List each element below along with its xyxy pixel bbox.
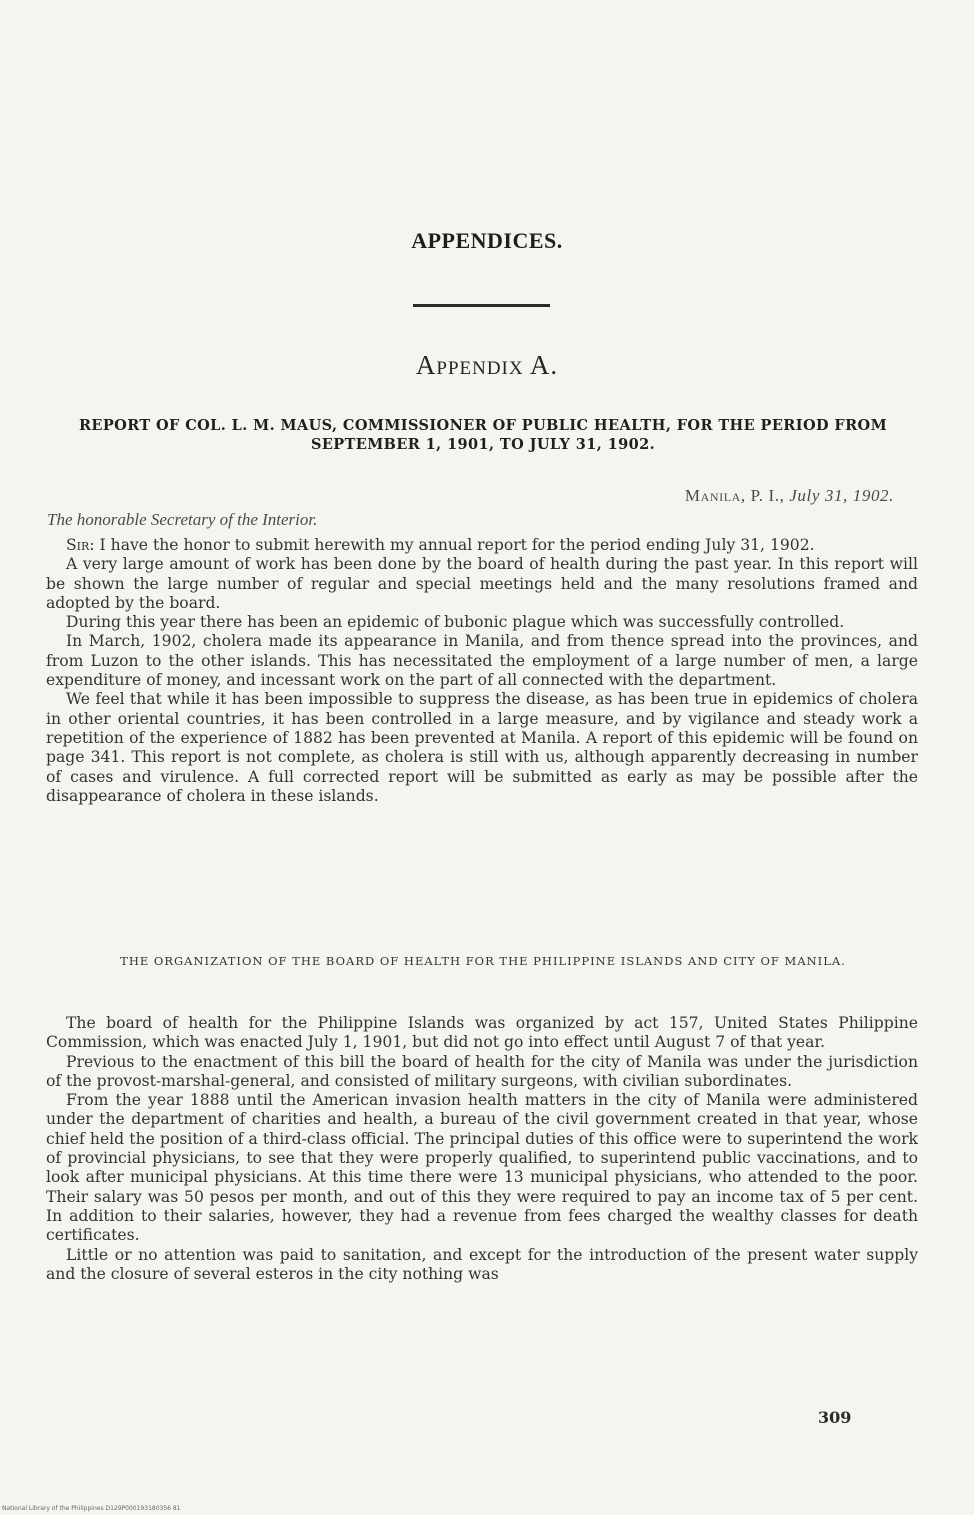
paragraph: A very large amount of work has been done by the board of health during the past year. In this report will be shown the large number of regular and special meetings held and the many resolutions framed and adopted by the board. bbox=[46, 555, 918, 612]
section-heading: THE ORGANIZATION OF THE BOARD OF HEALTH FOR THE PHILIPPINE ISLANDS AND CITY OF MANILA. bbox=[120, 954, 846, 968]
dateline-place: Manila, P. I., bbox=[684, 486, 790, 505]
paragraph bbox=[46, 536, 918, 555]
salutation: The honorable Secretary of the Interior. bbox=[47, 510, 318, 529]
footer-note: National Library of the Philippines D129P000193180356 81 bbox=[2, 1505, 181, 1512]
paragraph: Previous to the enactment of this bill the board of health for the city of Manila was under the jurisdiction of the provost-marshal-general, and consisted of military surgeons, with civilian subordinates. bbox=[46, 1052, 918, 1090]
page-number: 309 bbox=[818, 1408, 852, 1427]
paragraph: In March, 1902, cholera made its appearance in Manila, and from thence spread into the provinces, and from Luzon to the other islands. This has necessitated the employment of a large number of men, a large expenditure of money, and incessant work on the part of all connected with the department. bbox=[46, 632, 918, 690]
report-body bbox=[46, 536, 918, 806]
paragraph: The board of health for the Philippine Islands was organized by act 157, United States Philippine Commission, which was enacted July 1, 1901, but did not go into effect until August 7 of that year. bbox=[46, 1014, 918, 1052]
dateline bbox=[685, 486, 894, 506]
paragraph-text: I have the honor to submit herewith my annual report for the period ending July 31, 1902. bbox=[94, 536, 815, 554]
report-title: REPORT OF COL. L. M. MAUS, COMMISSIONER OF PUBLIC HEALTH, FOR THE PERIOD FROM SEPTEMBER 1, 1901, TO JULY 31, 1902. bbox=[78, 417, 888, 453]
appendix-title: Appendix A. bbox=[415, 350, 559, 380]
heading-rule bbox=[413, 304, 550, 307]
dateline-date: July 31, 1902. bbox=[789, 486, 894, 505]
paragraph: We feel that while it has been impossible to suppress the disease, as has been true in epidemics of cholera in other oriental countries, it has been controlled in a large measure, and by vigilance and steady work a repetition of the experience of 1882 has been prevented at Manila. A report of this epidemic will be found on page 341. This report is not complete, as cholera is still with us, although apparently decreasing in number of cases and virulence. A full corrected report will be submitted as early as may be possible after the disappearance of cholera in these islands. bbox=[46, 690, 918, 805]
appendices-heading: APPENDICES. bbox=[411, 228, 563, 253]
organization-body bbox=[46, 1014, 918, 1284]
paragraph: From the year 1888 until the American invasion health matters in the city of Manila were administered under the department of charities and health, a bureau of the civil government created in that year, whose chief held the position of a third-class official. The principal duties of this office were to superintend the work of provincial physicians, to see that they were properly qualified, to superintend public vaccinations, and to look after municipal physicians. At this time there were 13 municipal physicians, who attended to the poor. Their salary was 50 pesos per month, and out of this they were required to pay an income tax of 5 per cent. In addition to their salaries, however, they had a revenue from fees charged the wealthy classes for death certificates. bbox=[46, 1091, 918, 1245]
paragraph: During this year there has been an epidemic of bubonic plague which was successfully controlled. bbox=[66, 613, 845, 632]
paragraph-lead: Sir: bbox=[66, 536, 95, 554]
paragraph: Little or no attention was paid to sanitation, and except for the introduction of the present water supply and the closure of several esteros in the city nothing was bbox=[46, 1245, 918, 1283]
